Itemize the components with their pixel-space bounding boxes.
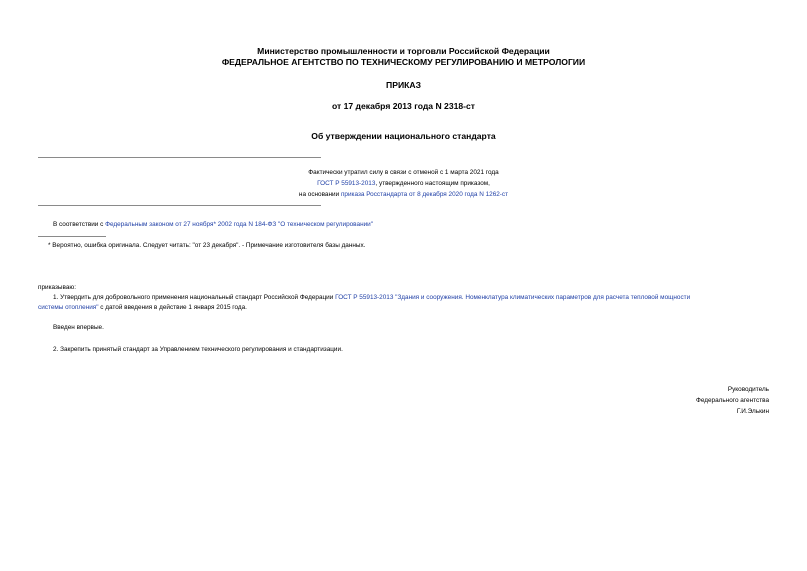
rosstandart-order-link[interactable]: приказа Росстандарта от 8 декабря 2020 года N 1262-ст xyxy=(340,191,509,198)
status-note-line1: Фактически утратил силу в связи с отменой с 1 марта 2021 года xyxy=(308,169,499,176)
footnote: * Вероятно, ошибка оригинала. Следует читать: "от 23 декабря". - Примечание изготовителя базы данных. xyxy=(48,242,366,249)
status-note-line2 xyxy=(0,178,807,189)
order-word: приказываю: xyxy=(38,284,76,291)
standard-link[interactable]: ГОСТ Р 55913-2013 "Здания и сооружения. Номенклатура климатических параметров для расчета тепловой мощности xyxy=(335,294,691,301)
footnote-divider xyxy=(38,236,106,237)
introduced-note: Введен впервые. xyxy=(53,324,104,331)
federal-law-link[interactable]: Федеральным законом от 27 ноября* 2002 года N 184-ФЗ "О техническом регулировании" xyxy=(105,221,373,228)
divider-top xyxy=(38,157,321,158)
status-note-line3-prefix: на основании xyxy=(298,191,341,198)
preamble xyxy=(53,219,373,230)
agency-title: ФЕДЕРАЛЬНОЕ АГЕНТСТВО ПО ТЕХНИЧЕСКОМУ РЕГУЛИРОВАНИЮ И МЕТРОЛОГИИ xyxy=(221,57,586,67)
gost-link[interactable]: ГОСТ Р 55913-2013 xyxy=(317,180,376,187)
ministry-title: Министерство промышленности и торговли Российской Федерации xyxy=(257,46,550,56)
document-subject: Об утверждении национального стандарта xyxy=(311,131,496,141)
signature-title2: Федерального агентства xyxy=(695,397,769,404)
document-type: ПРИКАЗ xyxy=(386,80,421,90)
divider-middle xyxy=(38,205,321,206)
signature-name: Г.И.Элькин xyxy=(736,408,769,415)
preamble-text: В соответствии с xyxy=(53,221,106,228)
status-note-line3 xyxy=(0,189,807,200)
order-item1-suffix: с датой введения в действие 1 января 2015 года. xyxy=(98,304,247,311)
standard-link-continued[interactable]: системы отопления" xyxy=(38,304,99,311)
signature-title1: Руководитель xyxy=(727,386,769,393)
status-note-line2-text: , утвержденного настоящим приказом, xyxy=(375,180,490,187)
document-date: от 17 декабря 2013 года N 2318-ст xyxy=(331,101,476,111)
order-item1-line2 xyxy=(38,302,247,313)
order-item2: 2. Закрепить принятый стандарт за Управлением технического регулирования и стандартизации. xyxy=(53,346,343,353)
order-item1-text: 1. Утвердить для добровольного применения национальный стандарт Российской Федерации xyxy=(53,294,336,301)
